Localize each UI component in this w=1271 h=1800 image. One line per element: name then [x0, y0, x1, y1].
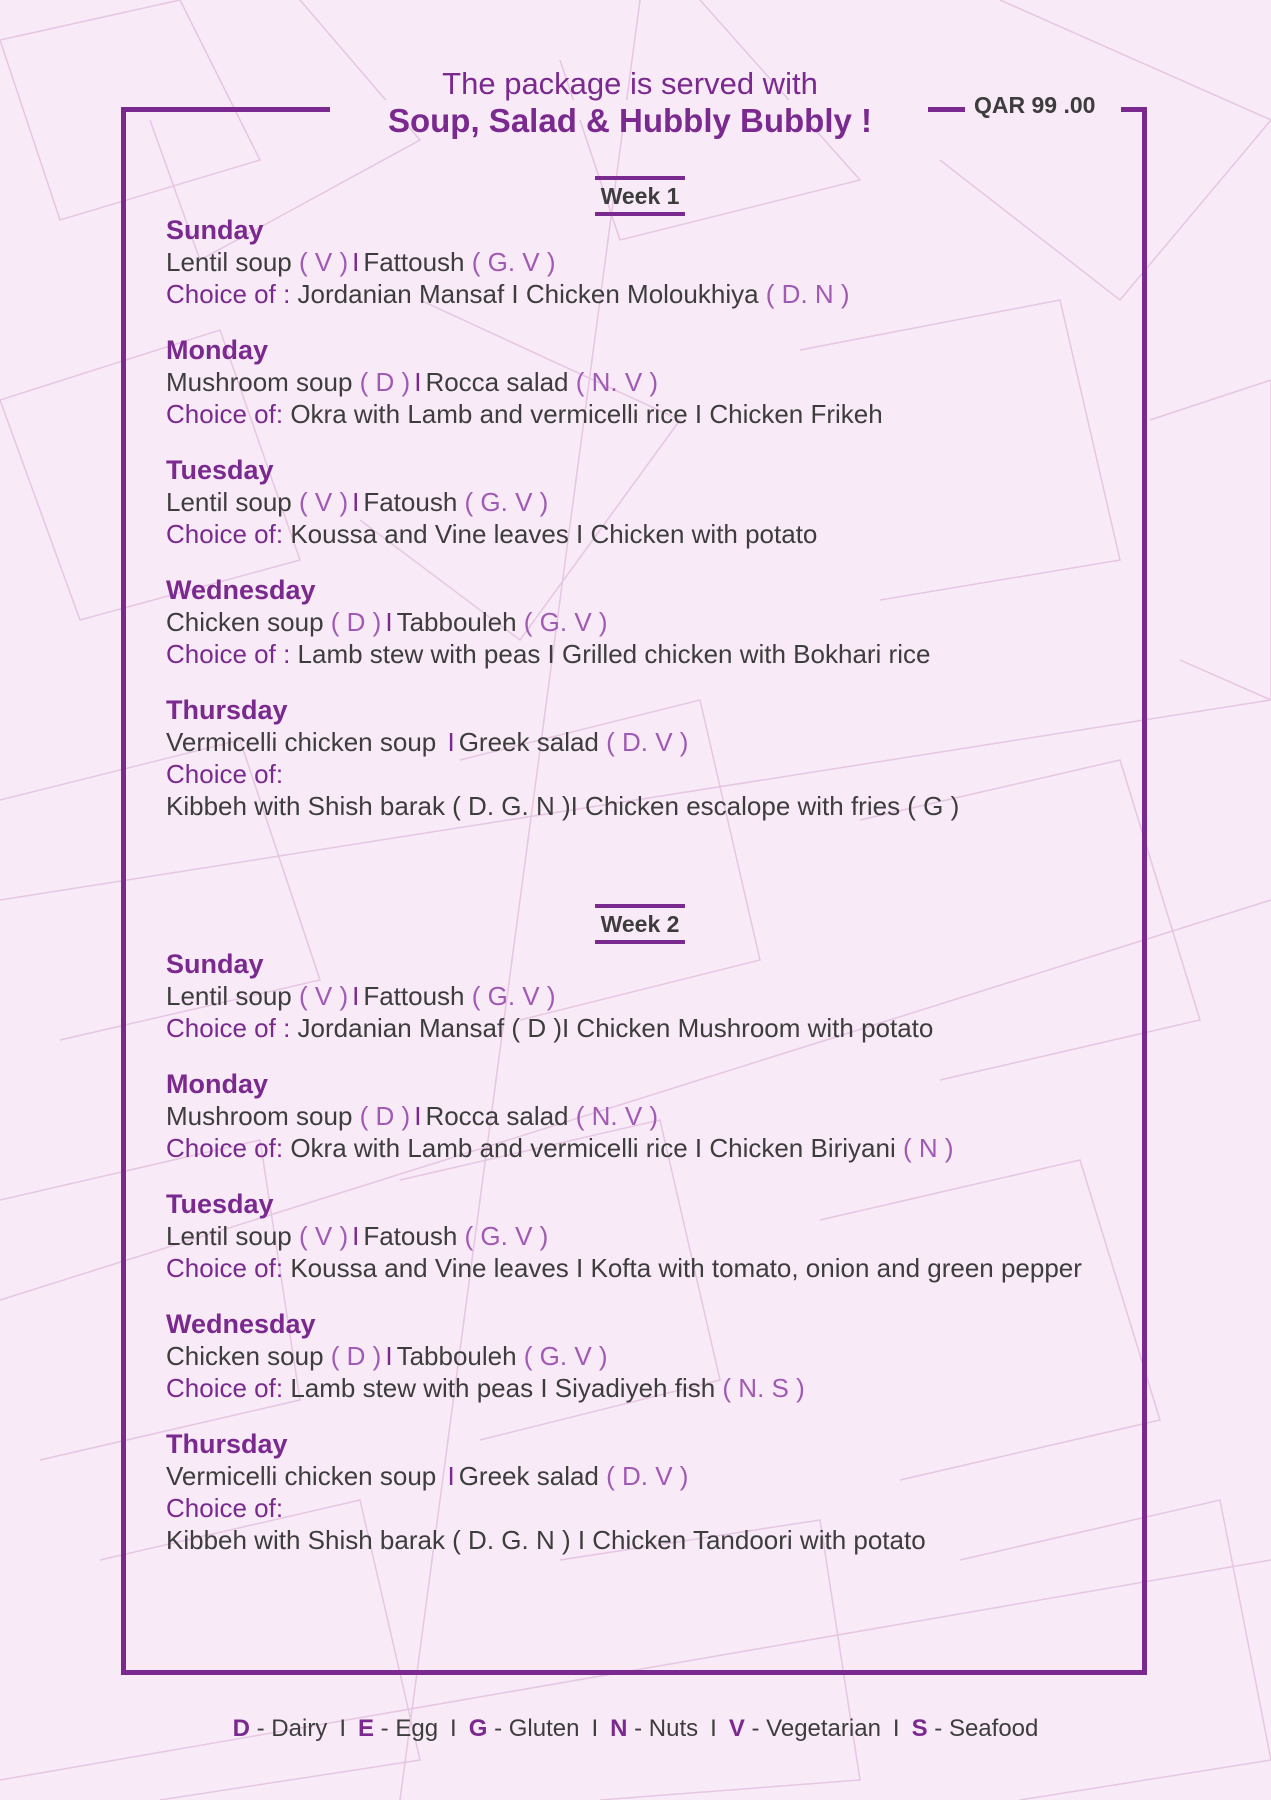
- soup-name: Mushroom soup: [166, 1101, 353, 1131]
- soup-salad-row: [166, 980, 1146, 1012]
- separator: I: [414, 1101, 422, 1131]
- soup-name: Lentil soup: [166, 487, 292, 517]
- soup-tag: ( D ): [359, 367, 411, 397]
- header-line-1: The package is served with: [442, 66, 818, 101]
- choice-tag: ( D. N ): [765, 279, 850, 309]
- salad-name: Tabbouleh: [396, 607, 517, 637]
- salad-tag: ( N. V ): [575, 367, 659, 397]
- salad-tag: ( G. V ): [464, 487, 549, 517]
- separator: I: [385, 1341, 393, 1371]
- soup-salad-row: [166, 726, 1146, 758]
- choice-row: [166, 1372, 1146, 1404]
- soup-salad-row: [166, 486, 1146, 518]
- soup-salad-row: [166, 1340, 1146, 1372]
- choice-dishes: Lamb stew with peas I Grilled chicken with Bokhari rice: [297, 639, 931, 669]
- legend-key: N: [610, 1715, 628, 1742]
- soup-name: Vermicelli chicken soup: [166, 727, 437, 757]
- choice-row: [166, 1252, 1096, 1284]
- week-1-title: Week 1: [595, 176, 685, 216]
- separator: I: [447, 727, 455, 757]
- soup-salad-row: [166, 246, 1146, 278]
- day-name: Tuesday: [166, 1189, 274, 1219]
- separator: I: [414, 367, 422, 397]
- choice-label: Choice of:: [166, 1373, 284, 1403]
- choice-label: Choice of:: [166, 519, 284, 549]
- day-name: Tuesday: [166, 455, 274, 485]
- separator: I: [352, 487, 360, 517]
- day-name: Thursday: [166, 1429, 288, 1459]
- legend-label: - Dairy: [256, 1715, 328, 1742]
- day-block: [166, 454, 1146, 550]
- day-block: [166, 948, 1146, 1044]
- salad-name: Tabbouleh: [396, 1341, 517, 1371]
- soup-salad-row: [166, 1100, 1146, 1132]
- separator: I: [352, 247, 360, 277]
- legend-label: - Seafood: [934, 1715, 1039, 1742]
- salad-name: Fattoush: [363, 247, 465, 277]
- choice-label: Choice of :: [166, 639, 291, 669]
- choice-label: Choice of :: [166, 1013, 291, 1043]
- soup-tag: ( V ): [299, 981, 349, 1011]
- soup-name: Lentil soup: [166, 247, 292, 277]
- legend-key: G: [468, 1715, 488, 1742]
- choice-row: [166, 1492, 1146, 1524]
- choice-dishes-row: [166, 1524, 1146, 1556]
- choice-dishes: Lamb stew with peas I Siyadiyeh fish: [290, 1373, 716, 1403]
- week-1-days: [166, 214, 1146, 846]
- soup-tag: ( D ): [330, 1341, 382, 1371]
- salad-tag: ( N. V ): [575, 1101, 659, 1131]
- day-block: [166, 1068, 1146, 1164]
- separator: I: [352, 1221, 360, 1251]
- soup-name: Chicken soup: [166, 607, 324, 637]
- day-name: Wednesday: [166, 575, 316, 605]
- choice-row: [166, 1012, 1146, 1044]
- salad-tag: ( D. V ): [606, 727, 689, 757]
- soup-name: Lentil soup: [166, 981, 292, 1011]
- soup-tag: ( V ): [299, 247, 349, 277]
- salad-tag: ( G. V ): [523, 1341, 608, 1371]
- day-name: Sunday: [166, 215, 264, 245]
- choice-dishes: Okra with Lamb and vermicelli rice I Chicken Frikeh: [290, 399, 883, 429]
- choice-dishes-row: [166, 790, 1146, 822]
- soup-salad-row: [166, 366, 1146, 398]
- salad-tag: ( G. V ): [523, 607, 608, 637]
- soup-name: Mushroom soup: [166, 367, 353, 397]
- soup-tag: ( V ): [299, 1221, 349, 1251]
- package-header: [330, 66, 930, 140]
- legend-key: E: [357, 1715, 374, 1742]
- choice-dishes: Koussa and Vine leaves I Kofta with tomato, onion and green pepper: [290, 1253, 1082, 1283]
- choice-row: [166, 638, 1146, 670]
- day-block: [166, 574, 1146, 670]
- soup-name: Vermicelli chicken soup: [166, 1461, 437, 1491]
- legend-key: V: [728, 1715, 745, 1742]
- week-2-days: [166, 948, 1146, 1580]
- day-block: [166, 1188, 1146, 1284]
- soup-salad-row: [166, 1220, 1146, 1252]
- day-block: [166, 1428, 1146, 1556]
- choice-row: [166, 278, 1146, 310]
- day-name: Thursday: [166, 695, 288, 725]
- separator: I: [447, 1461, 455, 1491]
- choice-label: Choice of:: [166, 759, 284, 789]
- day-name: Monday: [166, 335, 269, 365]
- soup-name: Lentil soup: [166, 1221, 292, 1251]
- choice-label: Choice of:: [166, 399, 284, 429]
- choice-label: Choice of:: [166, 1253, 284, 1283]
- choice-row: [166, 1132, 1146, 1164]
- day-block: [166, 694, 1146, 822]
- soup-salad-row: [166, 606, 1146, 638]
- salad-tag: ( G. V ): [464, 1221, 549, 1251]
- soup-tag: ( V ): [299, 487, 349, 517]
- day-block: [166, 334, 1146, 430]
- legend-key: S: [911, 1715, 928, 1742]
- choice-row: [166, 518, 1146, 550]
- salad-name: Fatoush: [363, 1221, 458, 1251]
- salad-name: Fattoush: [363, 981, 465, 1011]
- package-price: QAR 99 .00: [974, 92, 1096, 118]
- choice-label: Choice of :: [166, 279, 291, 309]
- salad-tag: ( G. V ): [471, 247, 556, 277]
- choice-dishes: Okra with Lamb and vermicelli rice I Chicken Biriyani: [290, 1133, 896, 1163]
- day-name: Monday: [166, 1069, 269, 1099]
- choice-dishes: Kibbeh with Shish barak ( D. G. N )I Chicken escalope with fries ( G ): [166, 791, 960, 821]
- choice-tag: ( N. S ): [722, 1373, 805, 1403]
- choice-tag: ( N ): [902, 1133, 954, 1163]
- legend-label: - Nuts: [634, 1715, 699, 1742]
- header-line-2: Soup, Salad & Hubbly Bubbly !: [387, 102, 872, 139]
- salad-name: Greek salad: [458, 727, 599, 757]
- legend-separator: I: [450, 1715, 457, 1742]
- legend-key: D: [232, 1715, 250, 1742]
- legend-label: - Egg: [380, 1715, 439, 1742]
- day-name: Sunday: [166, 949, 264, 979]
- choice-dishes: Koussa and Vine leaves I Chicken with potato: [290, 519, 818, 549]
- salad-name: Rocca salad: [425, 367, 569, 397]
- legend-separator: I: [892, 1715, 900, 1742]
- dietary-legend: [0, 1715, 1271, 1743]
- salad-name: Rocca salad: [425, 1101, 569, 1131]
- legend-label: - Gluten: [494, 1715, 580, 1742]
- separator: I: [352, 981, 360, 1011]
- choice-row: [166, 398, 1146, 430]
- choice-dishes: Kibbeh with Shish barak ( D. G. N ) I Chicken Tandoori with potato: [166, 1525, 926, 1555]
- salad-tag: ( G. V ): [471, 981, 556, 1011]
- choice-dishes: Jordanian Mansaf ( D )I Chicken Mushroom with potato: [297, 1013, 934, 1043]
- day-block: [166, 214, 1146, 310]
- legend-separator: I: [591, 1715, 599, 1742]
- salad-name: Fatoush: [363, 487, 458, 517]
- choice-label: Choice of:: [166, 1133, 284, 1163]
- choice-dishes: Jordanian Mansaf I Chicken Moloukhiya: [297, 279, 759, 309]
- separator: I: [385, 607, 393, 637]
- day-block: [166, 1308, 1146, 1404]
- legend-separator: I: [710, 1715, 717, 1742]
- week-2-title: Week 2: [595, 904, 685, 944]
- legend-separator: I: [339, 1715, 346, 1742]
- soup-tag: ( D ): [359, 1101, 411, 1131]
- choice-label: Choice of:: [166, 1493, 284, 1523]
- salad-tag: ( D. V ): [606, 1461, 689, 1491]
- soup-tag: ( D ): [330, 607, 382, 637]
- soup-name: Chicken soup: [166, 1341, 324, 1371]
- legend-label: - Vegetarian: [751, 1715, 881, 1742]
- soup-salad-row: [166, 1460, 1146, 1492]
- day-name: Wednesday: [166, 1309, 316, 1339]
- choice-row: [166, 758, 1146, 790]
- salad-name: Greek salad: [458, 1461, 599, 1491]
